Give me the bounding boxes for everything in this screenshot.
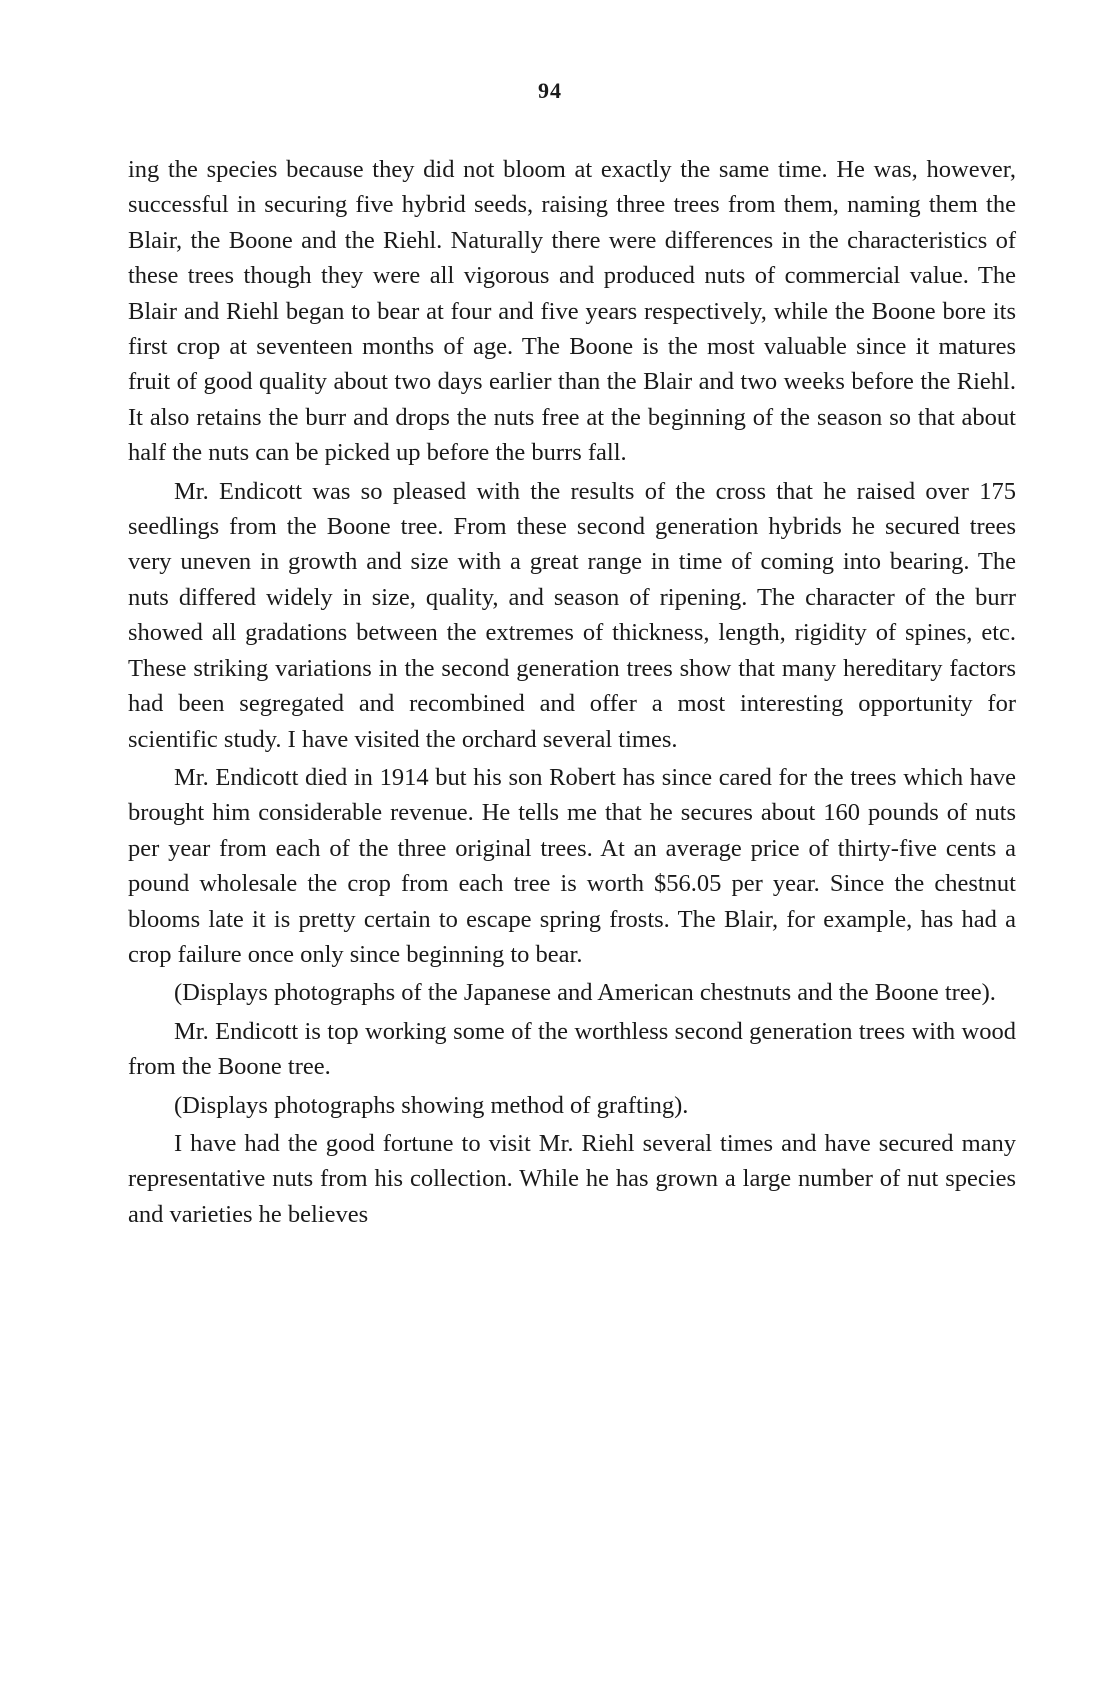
- paragraph-seedlings: Mr. Endicott was so pleased with the results of the cross that he raised over 175 seedlings from the Boone tree. From these second generation hybrids he secured trees very uneven in growth and size with a great range in time of coming into bearing. The nuts differed widely in size, quality, and season of ripening. The character of the burr showed all gradations between the extremes of thickness, length, rigidity of spines, etc. These striking variations in the second generation trees show that many hereditary factors had been segregated and recombined and offer a most interesting opportunity for scientific study. I have visited the orchard several times.: [128, 477, 1016, 753]
- body-text: [128, 152, 1016, 1232]
- paragraph-revenue: Mr. Endicott died in 1914 but his son Robert has since cared for the trees which have brought him considerable revenue. He tells me that he secures about 160 pounds of nuts per year from each of the three original trees. At an average price of thirty-five cents a pound wholesale the crop from each tree is worth $56.05 per year. Since the chestnut blooms late it is pretty certain to escape spring frosts. The Blair, for example, has had a crop failure once only since beginning to bear.: [128, 763, 1016, 968]
- paragraph-riehl-visit: I have had the good fortune to visit Mr. Riehl several times and have secured many representative nuts from his collection. While he has grown a large number of nut species and varieties he believes: [128, 1129, 1016, 1228]
- paragraph-top-working: Mr. Endicott is top working some of the worthless second generation trees with wood from the Boone tree.: [128, 1017, 1016, 1081]
- paragraph-displays-chestnuts: (Displays photographs of the Japanese and American chestnuts and the Boone tree).: [174, 979, 996, 1007]
- paragraph-displays-grafting: (Displays photographs showing method of grafting).: [174, 1091, 689, 1119]
- page-number: 94: [538, 78, 562, 103]
- paragraph-continuation: ing the species because they did not bloom at exactly the same time. He was, however, successful in securing five hybrid seeds, raising three trees from them, naming them the Blair, the Boone and the Riehl. Naturally there were differences in the characteristics of these trees though they were all vigorous and produced nuts of commercial value. The Blair and Riehl began to bear at four and five years respectively, while the Boone bore its first crop at seventeen months of age. The Boone is the most valuable since it matures fruit of good quality about two days earlier than the Blair and two weeks before the Riehl. It also retains the burr and drops the nuts free at the beginning of the season so that about half the nuts can be picked up before the burrs fall.: [128, 156, 1016, 467]
